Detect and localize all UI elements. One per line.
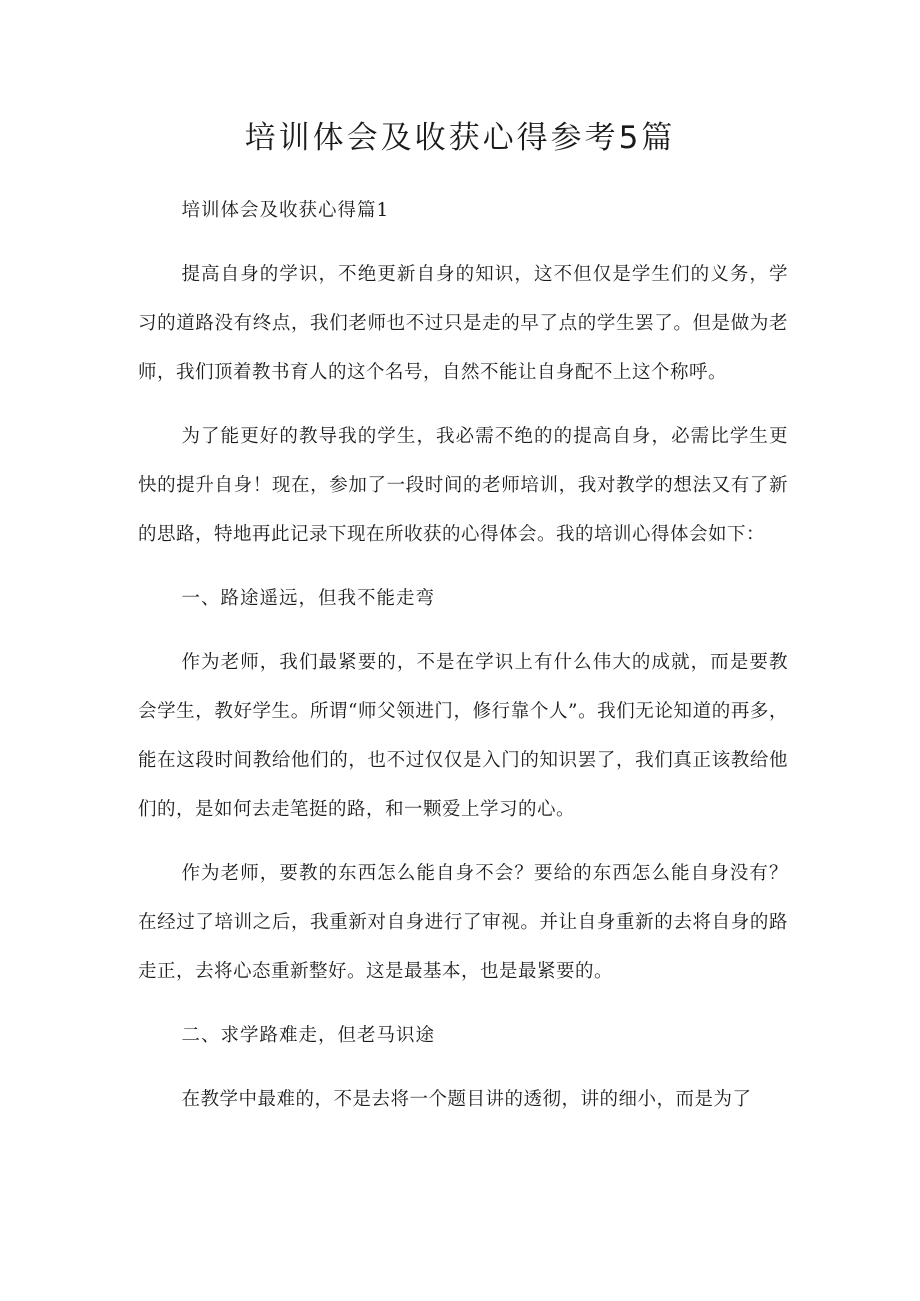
section-heading-two: 二、求学路难走，但老马识途 bbox=[181, 1025, 435, 1046]
document-title: 培训体会及收获心得参考5篇 bbox=[244, 120, 676, 156]
section-heading-article-1: 培训体会及收获心得篇1 bbox=[181, 200, 390, 221]
body-paragraph: 在教学中最难的，不是去将一个题目讲的透彻，讲的细小，而是为了 bbox=[181, 1089, 752, 1110]
body-paragraph: 作为老师，要教的东西怎么能自身不会？要给的东西怎么能自身没有？在经过了培训之后，我重新对自身进行了审视。并让自身重新的去将自身的路走正，去将心态重新整好。这是最基本，也是最紧要的。 bbox=[138, 863, 788, 982]
section-heading-one: 一、路途遥远，但我不能走弯 bbox=[181, 588, 435, 609]
document-body bbox=[138, 186, 788, 1139]
body-paragraph: 作为老师，我们最紧要的，不是在学识上有什么伟大的成就，而是要教会学生，教好学生。所谓“师父领进门，修行靠个人”。我们无论知道的再多，能在这段时间教给他们的，也不过仅仅是入门的知识罢了，我们真正该教给他们的，是如何去走笔挺的路，和一颗爱上学习的心。 bbox=[138, 652, 788, 820]
body-paragraph: 提高自身的学识，不绝更新自身的知识，这不但仅是学生们的义务，学习的道路没有终点，我们老师也不过只是走的早了点的学生罢了。但是做为老师，我们顶着教书育人的这个名号，自然不能让自身配不上这个称呼。 bbox=[138, 264, 788, 383]
body-paragraph: 为了能更好的教导我的学生，我必需不绝的的提高自身，必需比学生更快的提升自身！现在，参加了一段时间的老师培训，我对教学的想法又有了新的思路，特地再此记录下现在所收获的心得体会。我的培训心得体会如下： bbox=[138, 426, 788, 545]
